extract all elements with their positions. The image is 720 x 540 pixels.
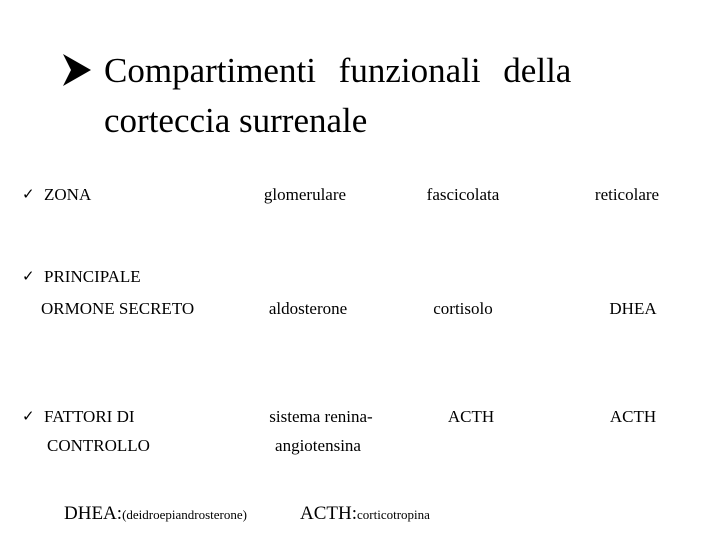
- footnote-dhea-full: (deidroepiandrosterone): [122, 507, 247, 522]
- page-title-line2: corteccia surrenale: [104, 101, 368, 140]
- row-label-fattori-di: FATTORI DI: [44, 407, 135, 426]
- checkmark-icon: ✓: [22, 185, 35, 203]
- arrow-bullet-icon: [60, 52, 94, 88]
- cell-glomerulare: glomerulare: [263, 185, 347, 204]
- row-label-controllo: CONTROLLO: [47, 436, 150, 455]
- cell-fascicolata: fascicolata: [426, 185, 500, 204]
- cell-acth-reticolare: ACTH: [609, 407, 657, 426]
- footnote-dhea-abbr: DHEA:: [64, 503, 123, 524]
- cell-sistema-renina: sistema renina-: [269, 407, 373, 426]
- checkmark-icon: ✓: [22, 407, 35, 425]
- cell-reticolare: reticolare: [594, 185, 660, 204]
- row-label-zona: ZONA: [44, 185, 92, 204]
- checkmark-icon: ✓: [22, 267, 35, 285]
- cell-cortisolo: cortisolo: [433, 299, 493, 318]
- cell-dhea: DHEA: [609, 299, 657, 318]
- cell-aldosterone: aldosterone: [268, 299, 348, 318]
- page-title-line1: Compartimenti funzionali della: [104, 51, 572, 90]
- footnote-acth-abbr: ACTH:: [300, 503, 357, 524]
- footnote-acth: [300, 503, 430, 525]
- row-label-ormone-secreto: ORMONE SECRETO: [41, 299, 195, 318]
- row-label-principale: PRINCIPALE: [44, 267, 141, 286]
- cell-angiotensina: angiotensina: [275, 436, 361, 455]
- footnote-acth-full: corticotropina: [357, 507, 430, 522]
- cell-acth-fascicolata: ACTH: [447, 407, 495, 426]
- footnote-dhea: [64, 503, 247, 525]
